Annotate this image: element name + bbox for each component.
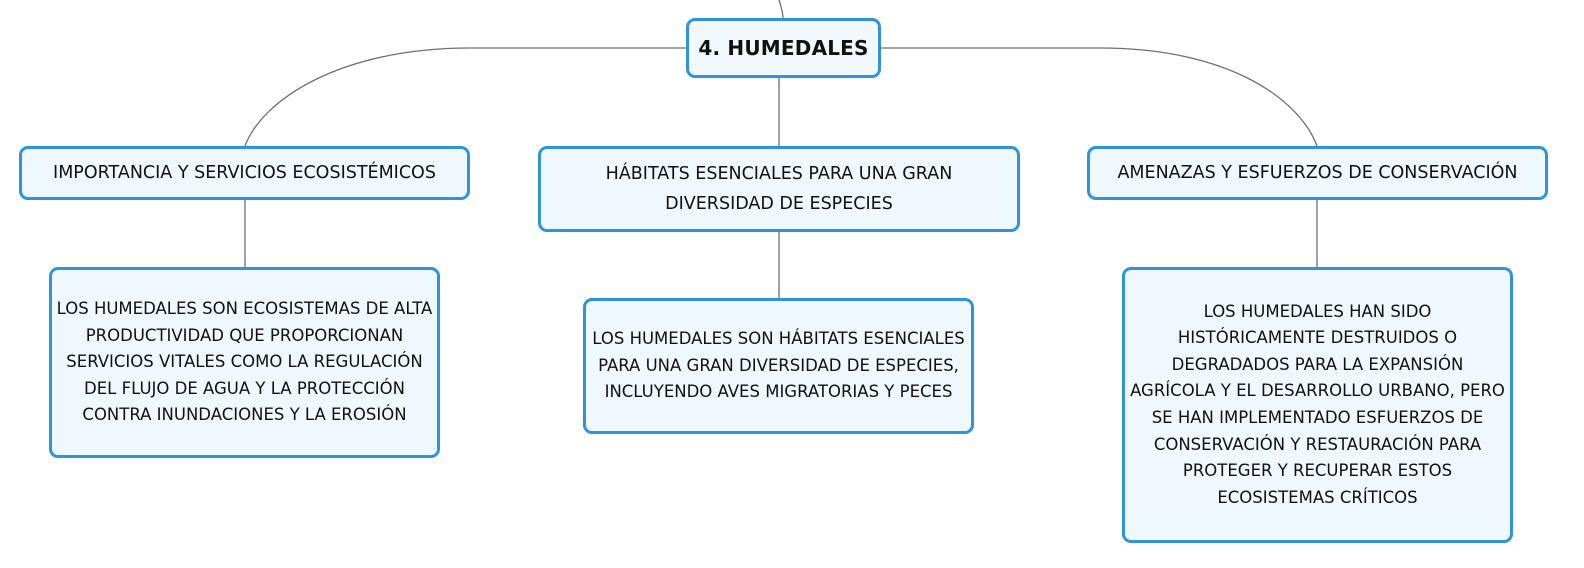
subtopic-text: LOS HUMEDALES HAN SIDO HISTÓRICAMENTE DESTRUIDOS O DEGRADADOS PARA LA EXPANSIÓN AGRÍCOLA Y EL DESARROLLO URBANO, PERO SE HAN IMPLEMENTADO ESFUERZOS DE CONSERVACIÓN Y RESTAURACIÓN PARA PROTEGER Y RECUPERAR ESTOS ECOSISTEMAS CRÍTICOS: [1130, 301, 1505, 507]
subtopic-text: LOS HUMEDALES SON ECOSISTEMAS DE ALTA PRODUCTIVIDAD QUE PROPORCIONAN SERVICIOS VITALES COMO LA REGULACIÓN DEL FLUJO DE AGUA Y LA PROTECCIÓN CONTRA INUNDACIONES Y LA EROSIÓN: [56, 299, 433, 425]
connector-root-to-branch-1: [245, 48, 686, 146]
branch-topic-habitats[interactable]: [538, 146, 1020, 232]
subtopic-habitats-detail[interactable]: [583, 298, 974, 434]
branch-topic-label: AMENAZAS Y ESFUERZOS DE CONSERVACIÓN: [1117, 163, 1518, 183]
subtopic-importancia-detail[interactable]: [49, 267, 440, 458]
root-topic-node[interactable]: [686, 18, 881, 78]
root-topic-label: 4. HUMEDALES: [698, 36, 869, 60]
subtopic-amenazas-detail[interactable]: [1122, 267, 1513, 543]
branch-topic-label: IMPORTANCIA Y SERVICIOS ECOSISTÉMICOS: [53, 163, 436, 183]
connector-from-parent: [779, 0, 783, 18]
branch-topic-amenazas[interactable]: [1087, 146, 1548, 200]
branch-topic-label: HÁBITATS ESENCIALES PARA UNA GRAN DIVERSIDAD DE ESPECIES: [605, 164, 953, 214]
connector-root-to-branch-3: [881, 48, 1317, 146]
branch-topic-importancia[interactable]: [19, 146, 470, 200]
subtopic-text: LOS HUMEDALES SON HÁBITATS ESENCIALES PARA UNA GRAN DIVERSIDAD DE ESPECIES, INCLUYENDO AVES MIGRATORIAS Y PECES: [592, 329, 965, 402]
